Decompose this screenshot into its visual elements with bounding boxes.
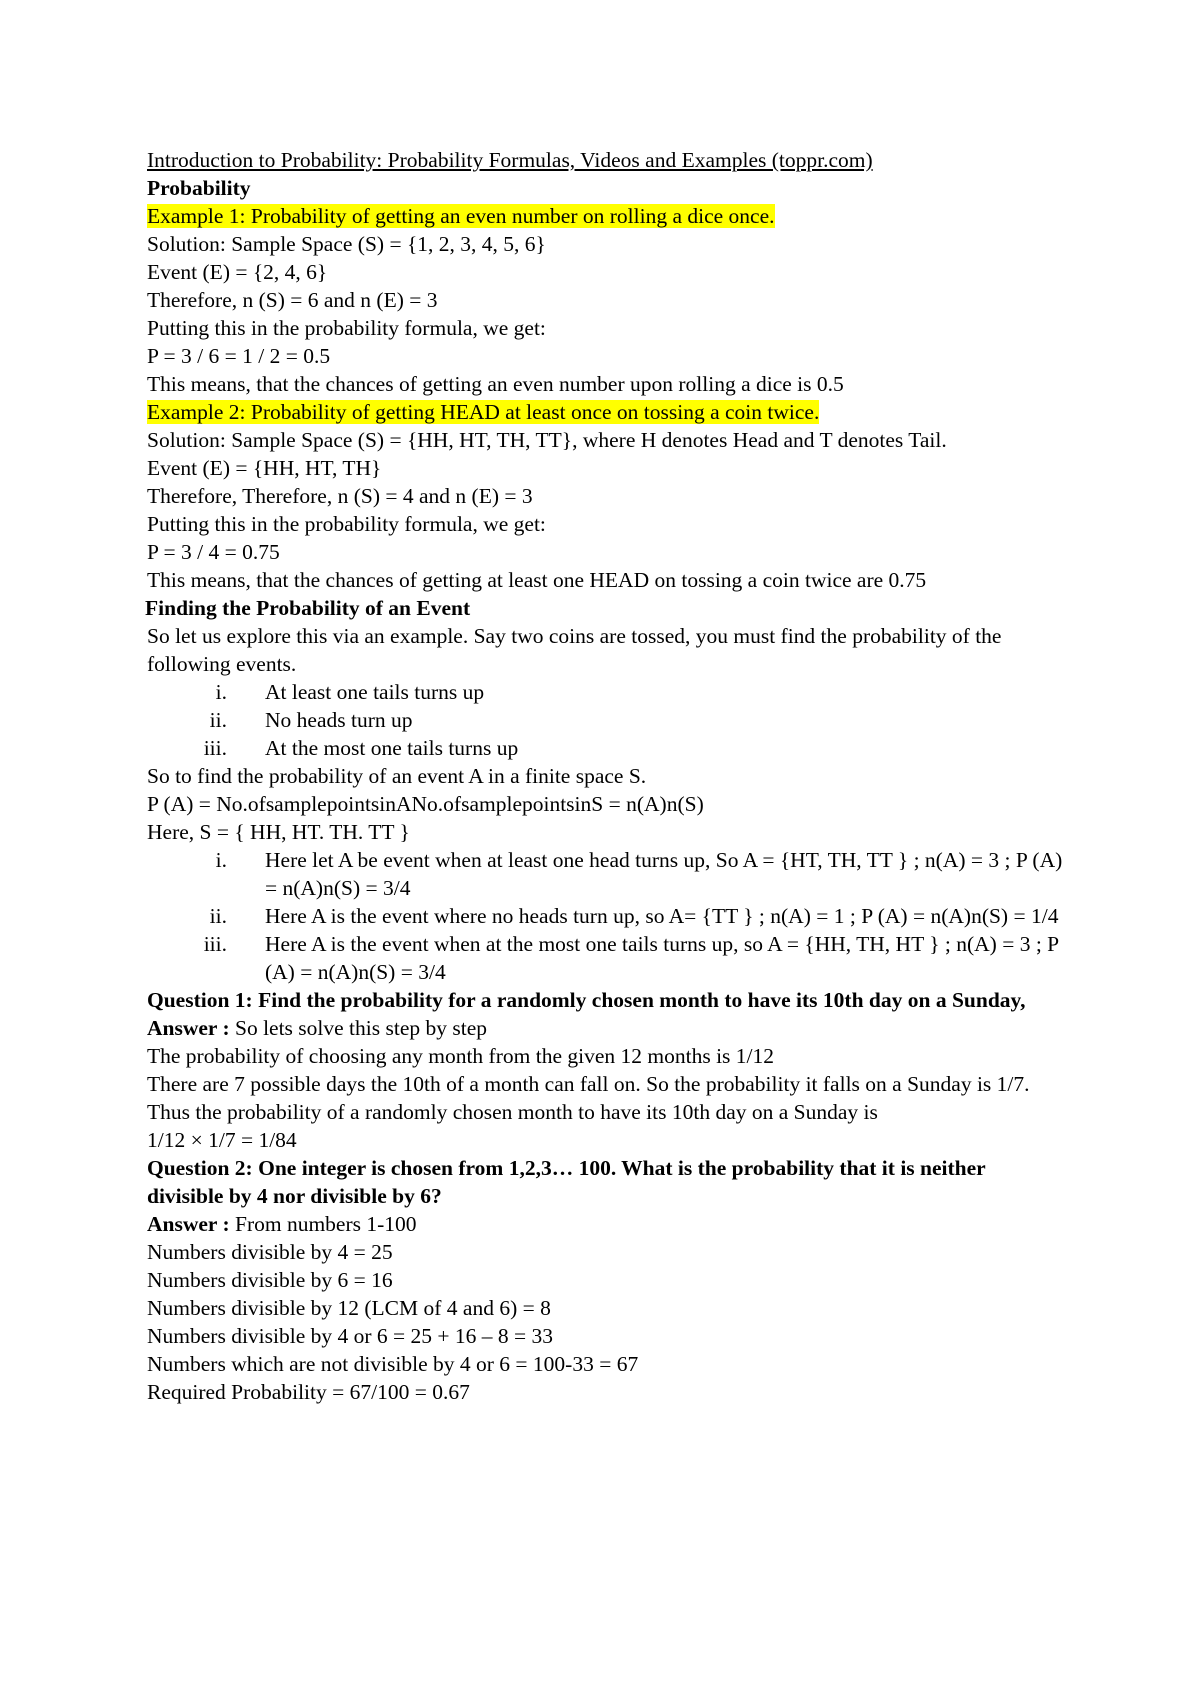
answer-text: So lets solve this step by step xyxy=(229,1016,488,1040)
event-list-item xyxy=(147,706,1067,734)
example2-title: Example 2: Probability of getting HEAD at least once on tossing a coin twice. xyxy=(147,400,820,424)
probability-formula: P (A) = No.ofsamplepointsinANo.ofsamplepointsinS = n(A)n(S) xyxy=(147,792,704,816)
example1-line: Event (E) = {2, 4, 6} xyxy=(147,260,328,284)
example2-line: Therefore, Therefore, n (S) = 4 and n (E) = 3 xyxy=(147,484,533,508)
question2-line: Numbers divisible by 4 or 6 = 25 + 16 – 8 = 33 xyxy=(147,1324,554,1348)
probability-heading: Probability xyxy=(147,176,251,200)
event-list-item xyxy=(147,678,1067,706)
question1-answer-line xyxy=(147,1014,1067,1042)
example1-line: Solution: Sample Space (S) = {1, 2, 3, 4, 5, 6} xyxy=(147,232,546,256)
question2-line: Numbers which are not divisible by 4 or 6 = 100-33 = 67 xyxy=(147,1352,639,1376)
finding-intro: So let us explore this via an example. Say two coins are tossed, you must find the probability of the following events. xyxy=(147,624,1002,676)
list-text: Here A is the event when at the most one tails turns up, so A = {HH, TH, HT } ; n(A) = 3 ; P (A) = n(A)n(S) = 3/4 xyxy=(265,932,1059,984)
answer-label: Answer : xyxy=(147,1016,230,1040)
solution-list-item xyxy=(147,846,1067,902)
list-number: iii. xyxy=(203,736,227,760)
example2-title-line xyxy=(147,398,1067,426)
example2-line: Putting this in the probability formula, we get: xyxy=(147,512,546,536)
list-text: At least one tails turns up xyxy=(265,680,485,704)
answer-text: From numbers 1-100 xyxy=(229,1212,417,1236)
example1-title-line xyxy=(147,202,1067,230)
example1-line: Therefore, n (S) = 6 and n (E) = 3 xyxy=(147,288,438,312)
example2-line: Event (E) = {HH, HT, TH} xyxy=(147,456,382,480)
list-text: Here A is the event where no heads turn up, so A= {TT } ; n(A) = 1 ; P (A) = n(A)n(S) = 1/4 xyxy=(265,904,1059,928)
question1-line: The probability of choosing any month from the given 12 months is 1/12 xyxy=(147,1044,775,1068)
question2-line: Numbers divisible by 12 (LCM of 4 and 6) = 8 xyxy=(147,1296,551,1320)
finding-heading: Finding the Probability of an Event xyxy=(145,596,471,620)
finite-space-line: So to find the probability of an event A in a finite space S. xyxy=(147,764,647,788)
solution-list-item xyxy=(147,930,1067,986)
example2-line: P = 3 / 4 = 0.75 xyxy=(147,540,280,564)
question2-line: Numbers divisible by 4 = 25 xyxy=(147,1240,393,1264)
list-number: ii. xyxy=(209,708,227,732)
example2-line: Solution: Sample Space (S) = {HH, HT, TH, TT}, where H denotes Head and T denotes Tail. xyxy=(147,428,947,452)
question1-line: 1/12 × 1/7 = 1/84 xyxy=(147,1128,297,1152)
list-number: ii. xyxy=(209,904,227,928)
event-list-item xyxy=(147,734,1067,762)
question1-line: There are 7 possible days the 10th of a month can fall on. So the probability it falls on a Sunday is 1/7. xyxy=(147,1072,1030,1096)
question1-text: Question 1: Find the probability for a randomly chosen month to have its 10th day on a Sunday, xyxy=(147,988,1026,1012)
answer-label: Answer : xyxy=(147,1212,230,1236)
example1-title: Example 1: Probability of getting an even number on rolling a dice once. xyxy=(147,204,775,228)
list-number: i. xyxy=(215,680,227,704)
list-text: At the most one tails turns up xyxy=(265,736,519,760)
list-number: i. xyxy=(215,848,227,872)
list-number: iii. xyxy=(203,932,227,956)
source-link[interactable]: Introduction to Probability: Probability Formulas, Videos and Examples (toppr.com) xyxy=(147,148,873,172)
source-link-line xyxy=(147,146,1067,174)
list-text: No heads turn up xyxy=(265,708,413,732)
question1-line: Thus the probability of a randomly chosen month to have its 10th day on a Sunday is xyxy=(147,1100,878,1124)
example1-line: P = 3 / 6 = 1 / 2 = 0.5 xyxy=(147,344,331,368)
example1-line: This means, that the chances of getting an even number upon rolling a dice is 0.5 xyxy=(147,372,844,396)
question2-text: Question 2: One integer is chosen from 1,2,3… 100. What is the probability that it is neither divisible by 4 nor divisible by 6? xyxy=(147,1156,986,1208)
question2-line: Numbers divisible by 6 = 16 xyxy=(147,1268,393,1292)
sample-space-line: Here, S = { HH, HT. TH. TT } xyxy=(147,820,410,844)
example2-line: This means, that the chances of getting at least one HEAD on tossing a coin twice are 0.75 xyxy=(147,568,927,592)
solution-list-item xyxy=(147,902,1067,930)
list-text: Here let A be event when at least one head turns up, So A = {HT, TH, TT } ; n(A) = 3 ; P (A) = n(A)n(S) = 3/4 xyxy=(265,848,1063,900)
question2-line: Required Probability = 67/100 = 0.67 xyxy=(147,1380,470,1404)
document-page xyxy=(147,146,1067,1406)
example1-line: Putting this in the probability formula, we get: xyxy=(147,316,546,340)
question2-answer-line xyxy=(147,1210,1067,1238)
